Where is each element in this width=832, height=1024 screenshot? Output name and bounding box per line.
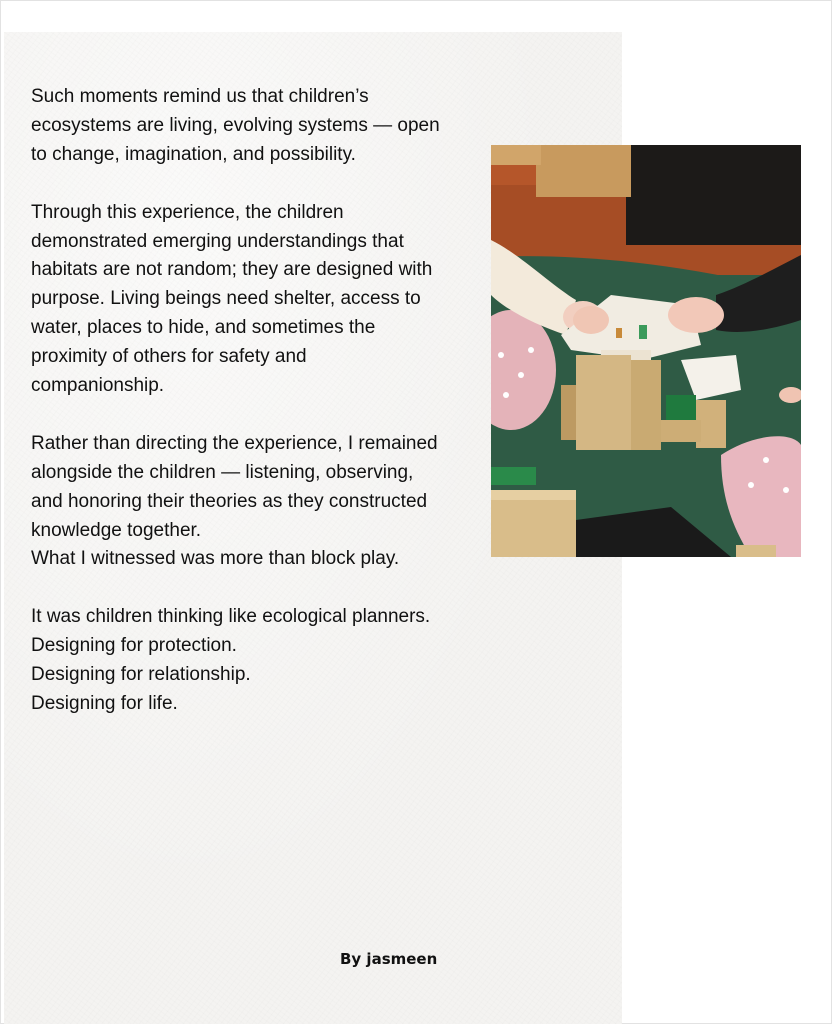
photo-block-bottom <box>491 490 576 557</box>
block-play-photo <box>491 145 801 557</box>
photo-shadow <box>626 145 801 245</box>
paragraph-reflection: Such moments remind us that children’s ecosystems are living, evolving systems — open to change, imagination, and possibility. <box>31 86 440 165</box>
paragraph-educator-role: Rather than directing the experience, I remained alongside the children — listening, observing, and honoring their theories as they constructed knowledge together. What I witnessed was more than block play. <box>31 432 438 570</box>
byline: By jasmeen <box>340 950 438 968</box>
paragraph-conclusion: It was children thinking like ecological planners. Designing for protection. Designing for relationship. Designing for life. <box>31 606 431 714</box>
photo-block-left <box>576 355 631 450</box>
article-body <box>31 83 491 719</box>
paragraph-understandings: Through this experience, the children demonstrated emerging understandings that habitats are not random; they are designed with purpose. Living beings need shelter, access to water, places to hide, and sometimes the proximity of others for safety and companionship. <box>31 201 433 397</box>
photo-shelf <box>536 145 631 197</box>
